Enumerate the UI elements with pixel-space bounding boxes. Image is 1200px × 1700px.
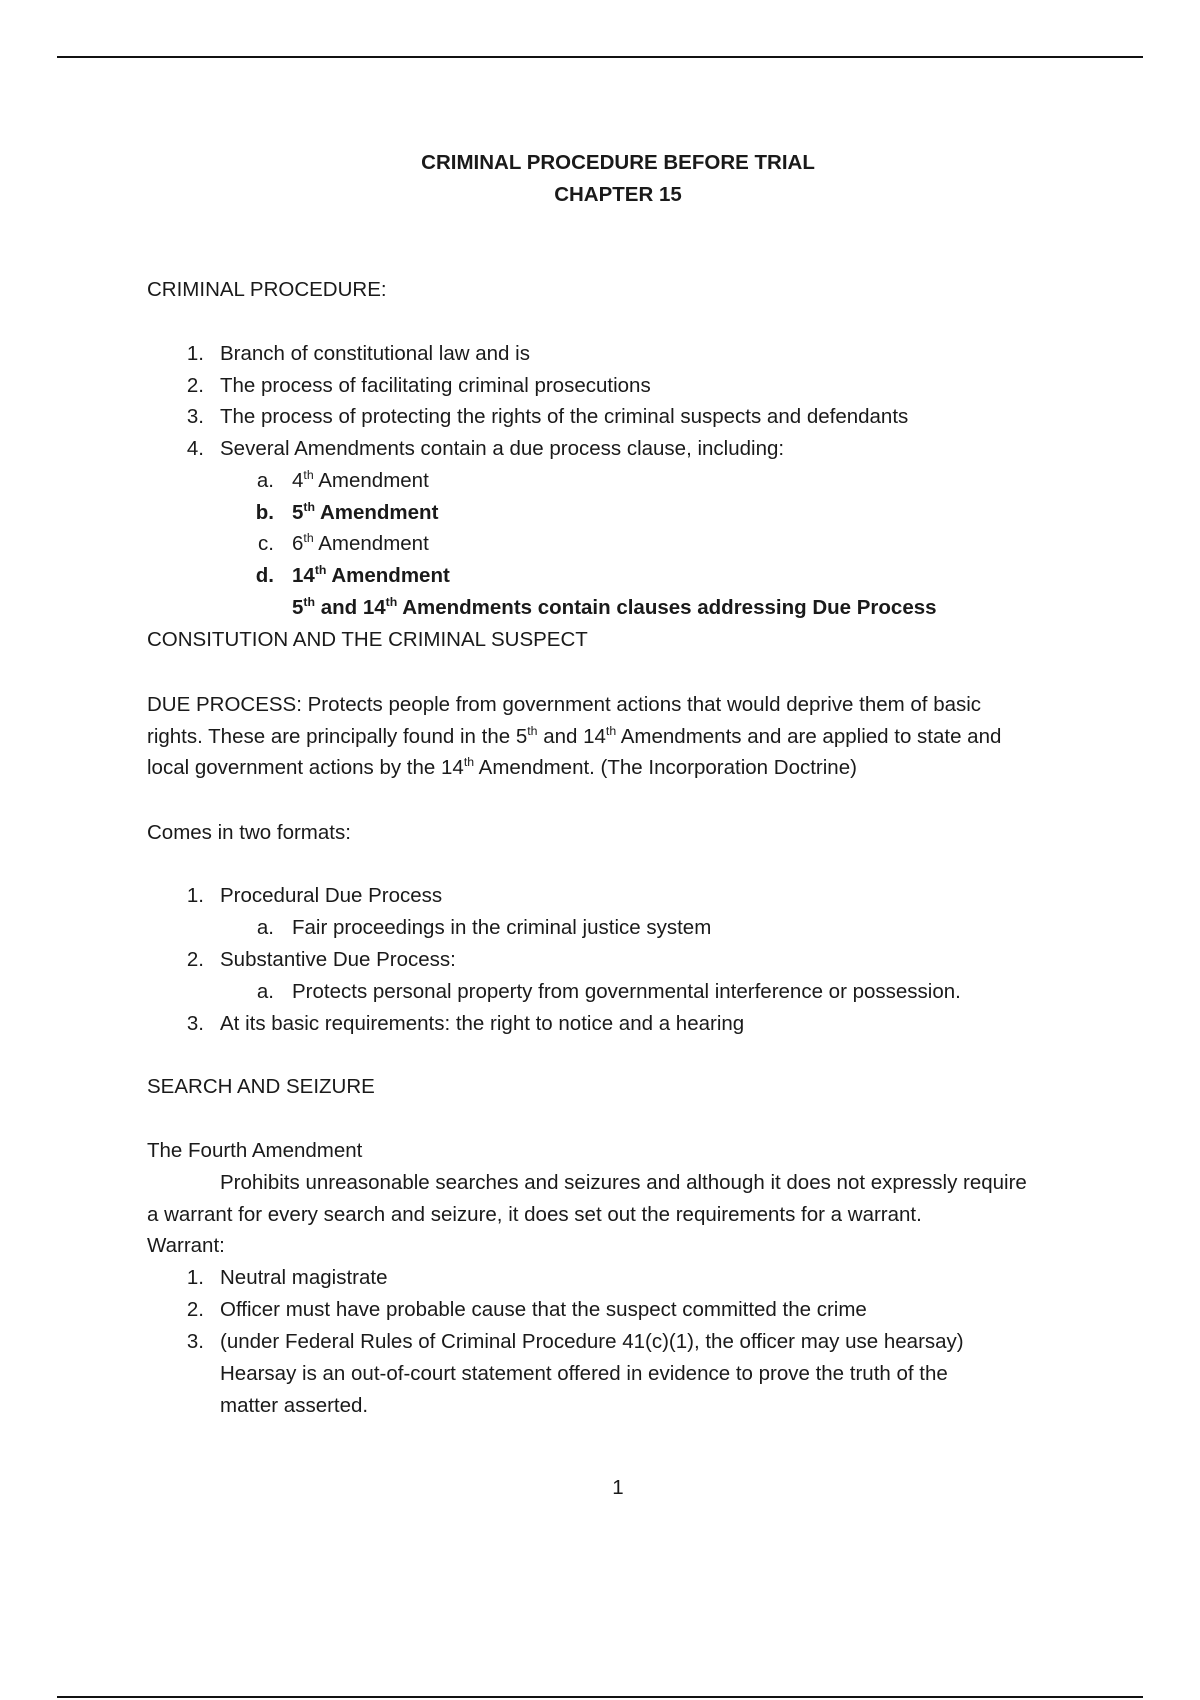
criminal-procedure-heading: CRIMINAL PROCEDURE:: [147, 278, 387, 301]
footer-rule: [57, 1696, 1143, 1698]
document-title: CRIMINAL PROCEDURE BEFORE TRIAL: [421, 151, 815, 174]
warrant-label: Warrant:: [147, 1234, 225, 1257]
page-number: 1: [612, 1476, 624, 1499]
search-seizure-heading: SEARCH AND SEIZURE: [147, 1075, 375, 1098]
chapter-heading: CHAPTER 15: [554, 183, 682, 206]
due-process-amendments-note: 5th and 14th Amendments contain clauses addressing Due Process: [292, 595, 937, 619]
due-process-line: local government actions by the 14th Amendment. (The Incorporation Doctrine): [147, 755, 857, 779]
hearsay-definition-line: Hearsay is an out-of-court statement offered in evidence to prove the truth of the: [220, 1362, 948, 1385]
hearsay-definition-line: matter asserted.: [220, 1394, 369, 1417]
fourth-amendment-paragraph-line: a warrant for every search and seizure, it does set out the requirements for a warrant.: [147, 1203, 922, 1226]
fourth-amendment-paragraph-line: Prohibits unreasonable searches and seizures and although it does not expressly require: [220, 1171, 1027, 1194]
formats-intro: Comes in two formats:: [147, 821, 351, 844]
fourth-amendment-subheading: The Fourth Amendment: [147, 1139, 363, 1162]
due-process-line: DUE PROCESS: Protects people from government actions that would deprive them of basic: [147, 693, 982, 716]
header-rule: [57, 56, 1143, 58]
constitution-heading: CONSITUTION AND THE CRIMINAL SUSPECT: [147, 628, 588, 651]
due-process-line: rights. These are principally found in the 5th and 14th Amendments and are applied to state and: [147, 724, 1002, 748]
